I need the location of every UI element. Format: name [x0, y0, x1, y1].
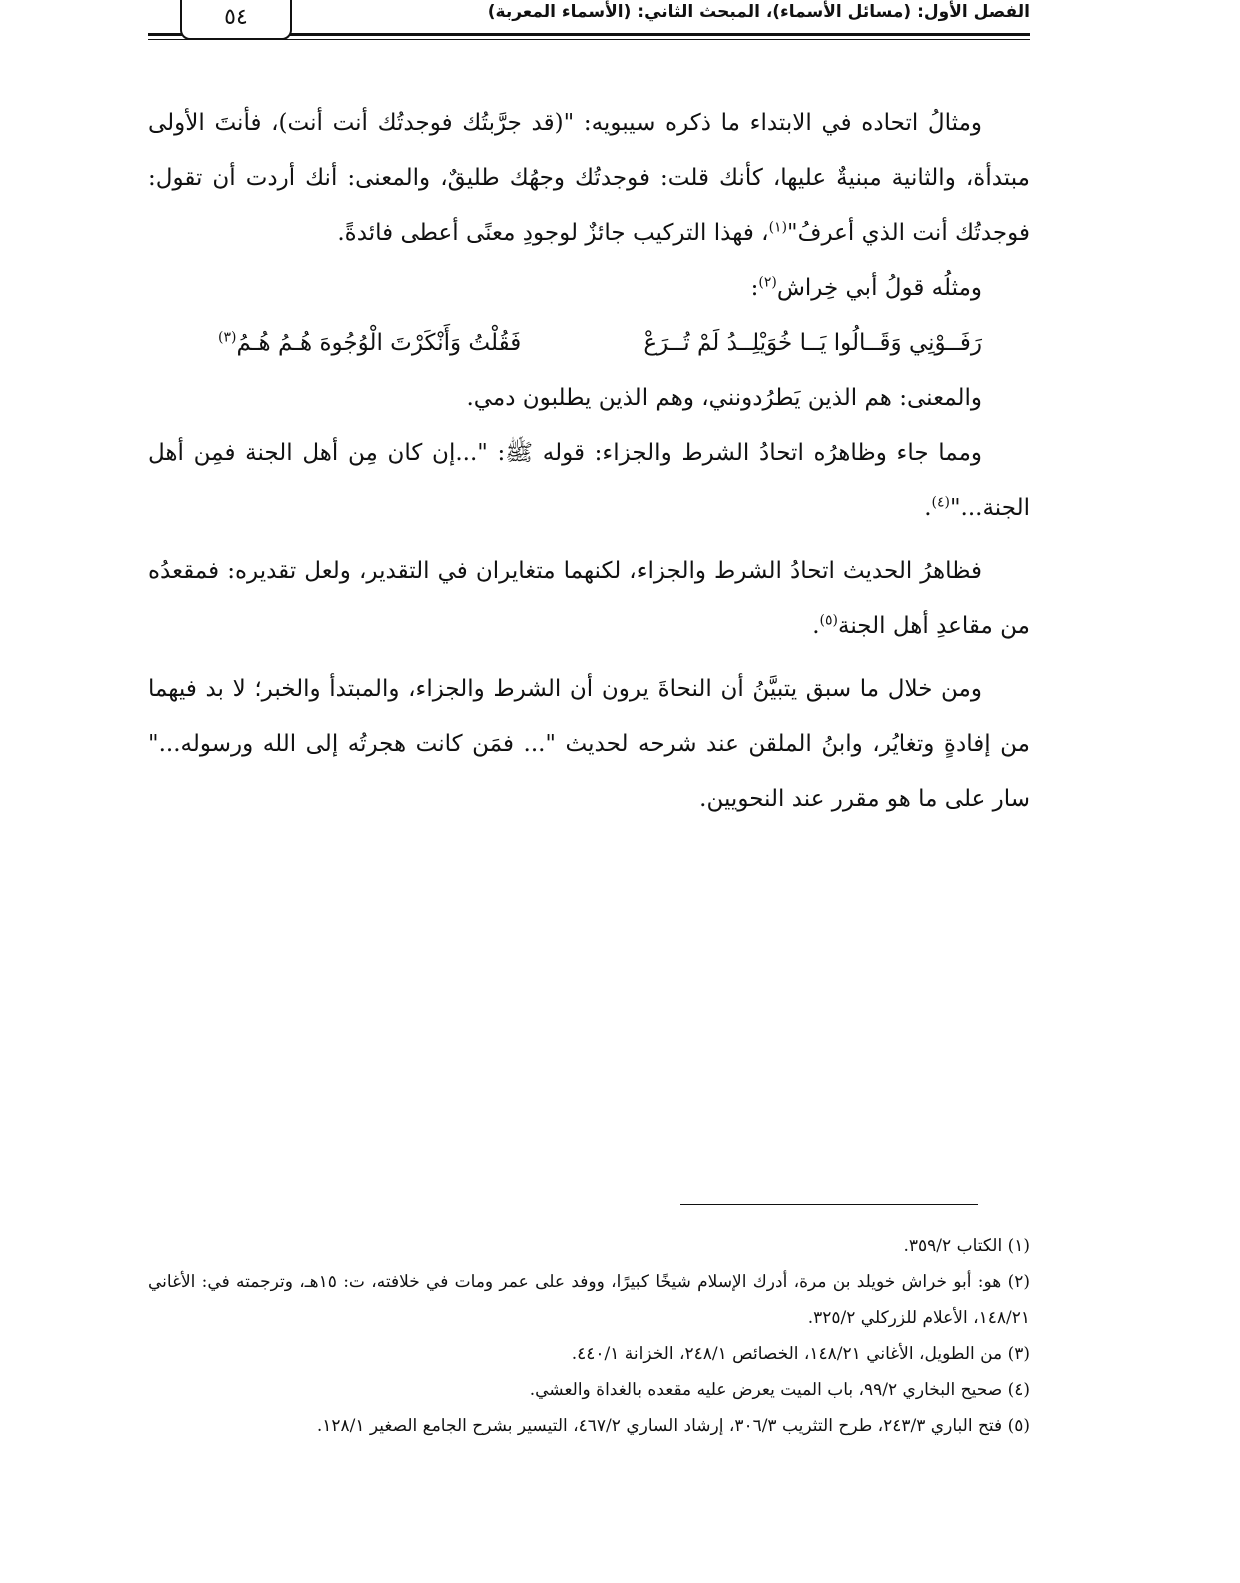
verse-first-hemistich: رَفَــوْنِي وَقَــالُوا يَــا خُوَيْلِــدُ لَمْ تُــرَعْ [643, 330, 982, 356]
paragraph-6: ومن خلال ما سبق يتبيَّنُ أن النحاةَ يرون أن الشرط والجزاء، والمبتدأ والخبر؛ لا بد فيهما من إفادةٍ وتغايُر، وابنُ الملقن عند شرحه لحديث "... فمَن كانت هجرتُه إلى الله ورسوله..." سار على ما هو مقرر عند النحويين. [148, 676, 1030, 812]
poetry-verse [148, 316, 1030, 371]
footnote-2: (٢) هو: أبو خراش خويلد بن مرة، أدرك الإسلام شيخًا كبيرًا، ووفد على عمر ومات في خلافته، ت: ١٥هـ، وترجمته في: الأغاني ١٤٨/٢١، الأعلام للزركلي ٣٢٥/٢. [148, 1272, 1030, 1328]
footnote-ref-5[interactable]: (٥) [819, 612, 839, 629]
footnote-ref-4[interactable]: (٤) [931, 494, 950, 511]
footnote-4: (٤) صحيح البخاري ٩٩/٢، باب الميت يعرض عليه مقعده بالغداة والعشي. [529, 1380, 1030, 1400]
paragraph-3: والمعنى: هم الذين يَطرُدونني، وهم الذين يطلبون دمي. [466, 385, 982, 411]
footnote-3: (٣) من الطويل، الأغاني ١٤٨/٢١، الخصائص ٢٤٨/١، الخزانة ٤٤٠/١. [571, 1344, 1030, 1364]
footnotes [148, 1228, 1030, 1444]
paragraph-2: ومثلُه قولُ أبي خِراش$^{(٢)}$: [750, 274, 982, 301]
page-header [148, 0, 1030, 44]
paragraph-1: ومثالُ اتحاده في الابتداء ما ذكره سيبويه: "(قد جرَّبتُك فوجدتُك أنت أنت)، فأنتَ الأولى مبتدأة، والثانية مبنيةٌ عليها، كأنك قلت: فوجدتُك وجهُك طليقٌ، والمعنى: أنك أردت أن تقول: فوجدتُك أنت الذي أعرفُ"$^{(١)}$، فهذا التركيب جائزٌ لوجودِ معنًى أعطى فائدةً. [148, 110, 1030, 246]
footnote-ref-3[interactable]: (٣) [218, 329, 237, 346]
main-text [148, 96, 1030, 827]
paragraph-4: ومما جاء وظاهرُه اتحادُ الشرط والجزاء: قوله ﷺ: "...إن كان مِن أهل الجنة فمِن أهل الجنة..."$^{(٤)}$. [148, 440, 1030, 521]
running-header-title: الفصل الأول: (مسائل الأسماء)، المبحث الثاني: (الأسماء المعربة) [487, 2, 1030, 22]
footnote-5: (٥) فتح الباري ٢٤٣/٣، طرح التثريب ٣٠٦/٣، إرشاد الساري ٤٦٧/٢، التيسير بشرح الجامع الصغير ١٢٨/١. [316, 1416, 1030, 1436]
footnote-separator [680, 1204, 978, 1205]
page-number: ٥٤ [180, 0, 292, 40]
footnote-ref-2[interactable]: (٢) [758, 274, 777, 291]
verse-second-hemistich: فَقُلْتُ وَأَنْكَرْتَ الْوُجُوهَ هُـمُ هُـمُ$^{(٣)}$ [218, 329, 522, 356]
paragraph-5: فظاهرُ الحديث اتحادُ الشرط والجزاء، لكنهما متغايران في التقدير، ولعل تقديره: فمقعدُه من مقاعدِ أهل الجنة$^{(٥)}$. [148, 558, 1030, 639]
footnote-ref-1[interactable]: (١) [768, 219, 788, 236]
footnote-1: (١) الكتاب ٣٥٩/٢. [903, 1236, 1030, 1256]
